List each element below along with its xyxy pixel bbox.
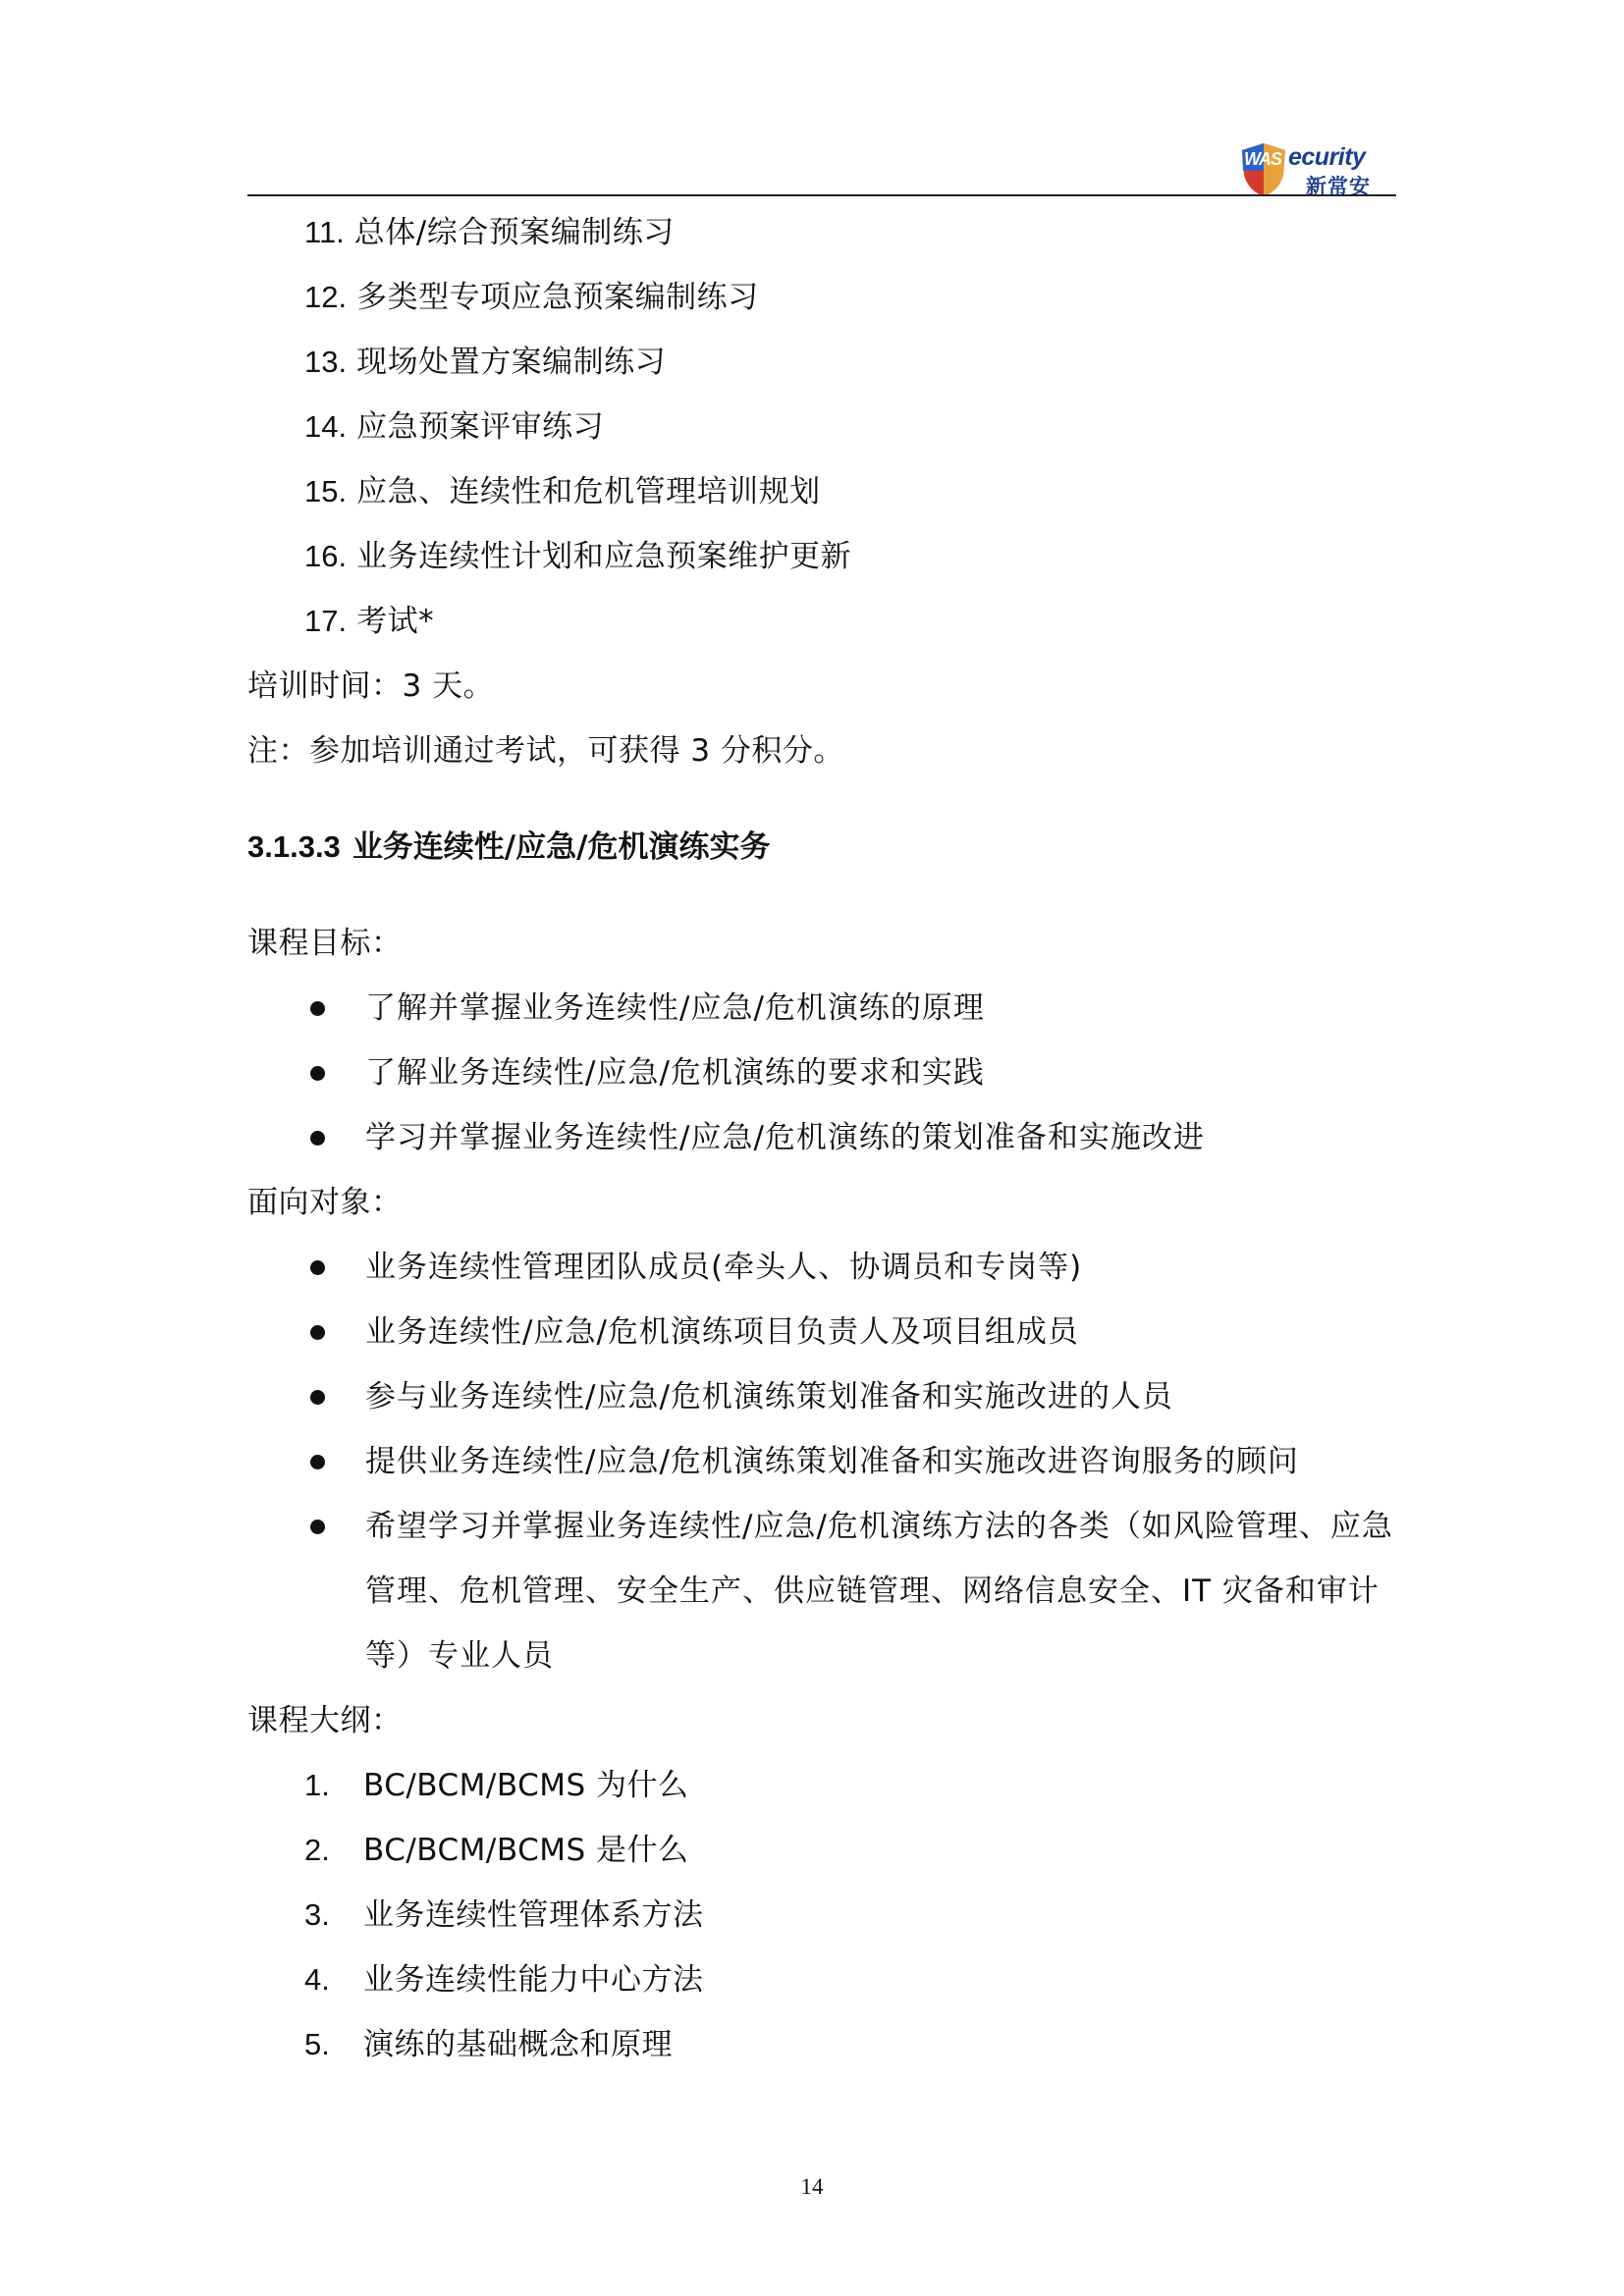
- objectives-label: 课程目标：: [247, 926, 403, 961]
- audience-label: 面向对象：: [247, 1185, 403, 1220]
- list-item: 提供业务连续性/应急/危机演练策划准备和实施改进咨询服务的顾问: [247, 1429, 1396, 1494]
- list-item: 2. BC/BCM/BCMS 是什么: [304, 1833, 689, 1868]
- section-title: 业务连续性/应急/危机演练实务: [352, 829, 771, 865]
- bullet-icon: [310, 1260, 325, 1275]
- list-item: 13. 现场处置方案编制练习: [304, 345, 667, 380]
- list-item: 14. 应急预案评审练习: [304, 409, 605, 445]
- list-item: 16. 业务连续性计划和应急预案维护更新: [304, 539, 852, 574]
- list-item: 业务连续性管理团队成员(牵头人、协调员和专岗等): [247, 1235, 1396, 1300]
- list-item: 了解业务连续性/应急/危机演练的要求和实践: [247, 1041, 1396, 1105]
- list-item: 了解并掌握业务连续性/应急/危机演练的原理: [247, 976, 1396, 1041]
- audience-list: [247, 1235, 1396, 1688]
- bullet-icon: [310, 1390, 325, 1405]
- list-item: 3. 业务连续性管理体系方法: [304, 1897, 704, 1933]
- list-item: 学习并掌握业务连续性/应急/危机演练的策划准备和实施改进: [247, 1105, 1396, 1170]
- objectives-list: [247, 976, 1396, 1170]
- page-content: [247, 200, 1396, 2077]
- section-number: 3.1.3.3: [247, 829, 341, 864]
- list-item: 1. BC/BCM/BCMS 为什么: [304, 1768, 689, 1803]
- logo-chinese-text: 新常安: [1306, 175, 1371, 198]
- logo-ecurity-text: ecurity: [1288, 143, 1366, 171]
- bullet-icon: [310, 1325, 325, 1340]
- bullet-icon: [310, 1001, 325, 1016]
- list-item: 4. 业务连续性能力中心方法: [304, 1962, 704, 1998]
- bullet-icon: [310, 1455, 325, 1469]
- page-number: 14: [800, 2174, 824, 2199]
- list-item: 11. 总体/综合预案编制练习: [304, 215, 675, 250]
- header-divider: [247, 194, 1396, 196]
- bullet-icon: [310, 1520, 325, 1534]
- list-item: 5. 演练的基础概念和原理: [304, 2027, 673, 2062]
- training-time: 培训时间：3 天。: [247, 668, 495, 704]
- bullet-icon: [310, 1066, 325, 1081]
- outline-list: [247, 1753, 1396, 2077]
- outline-list-continued: [247, 200, 1396, 654]
- credit-note: 注：参加培训通过考试，可获得 3 分积分。: [247, 733, 844, 769]
- list-item: 希望学习并掌握业务连续性/应急/危机演练方法的各类（如风险管理、应急管理、危机管理、安全生产、供应链管理、网络信息安全、IT 灾备和审计等）专业人员: [247, 1494, 1396, 1688]
- bullet-icon: [310, 1131, 325, 1146]
- list-item: 17. 考试*: [304, 604, 435, 639]
- list-item: 12. 多类型专项应急预案编制练习: [304, 280, 759, 315]
- outline-label: 课程大纲：: [247, 1703, 403, 1738]
- company-logo: [1239, 139, 1396, 200]
- list-item: 业务连续性/应急/危机演练项目负责人及项目组成员: [247, 1300, 1396, 1364]
- logo-was-text: WAS: [1244, 149, 1282, 169]
- list-item: 15. 应急、连续性和危机管理培训规划: [304, 474, 821, 509]
- section-heading: [247, 815, 1396, 880]
- list-item: 参与业务连续性/应急/危机演练策划准备和实施改进的人员: [247, 1364, 1396, 1429]
